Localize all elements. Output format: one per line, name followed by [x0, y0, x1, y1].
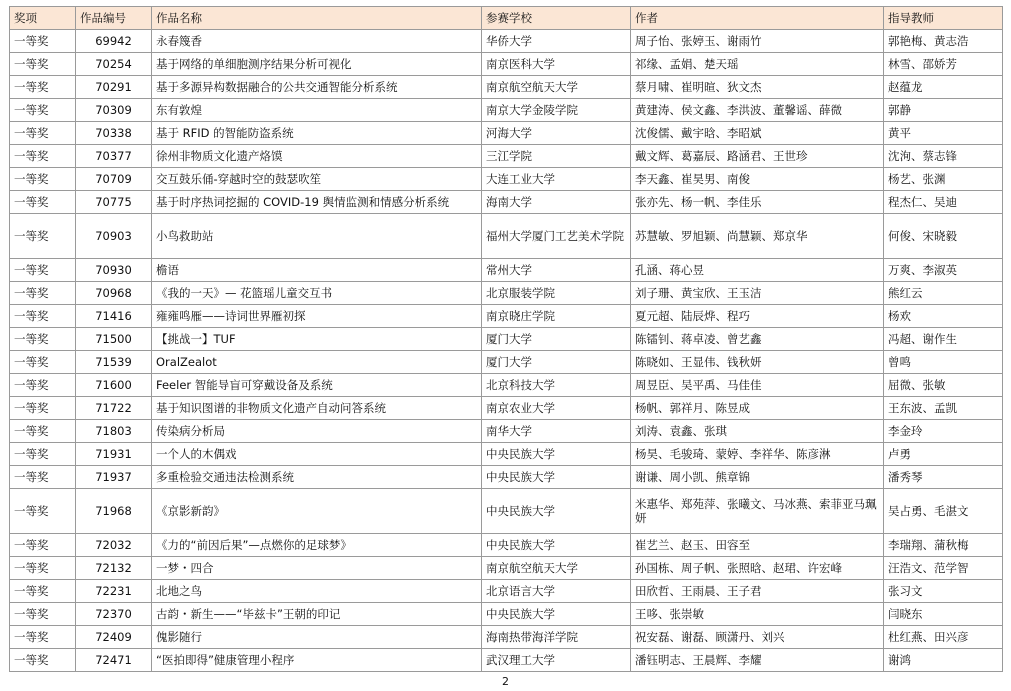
cell-prize: 一等奖: [10, 53, 76, 76]
table-row: [10, 397, 1003, 420]
cell-work-id: 70291: [76, 76, 152, 99]
cell-advisors: 郭艳梅、黄志浩: [884, 30, 1003, 53]
cell-work-title: 《京影新韵》: [152, 489, 482, 534]
cell-authors: 苏慧敏、罗旭颖、尚慧颖、郑京华: [631, 214, 884, 259]
cell-school: 南京航空航天大学: [482, 557, 631, 580]
cell-authors: 杨帆、郭祥月、陈昱成: [631, 397, 884, 420]
cell-work-id: 70930: [76, 259, 152, 282]
header-row: [10, 7, 1003, 30]
cell-school: 北京服装学院: [482, 282, 631, 305]
cell-authors: 陈镭钊、蒋卓凌、曾艺鑫: [631, 328, 884, 351]
cell-work-id: 70709: [76, 168, 152, 191]
cell-prize: 一等奖: [10, 374, 76, 397]
cell-school: 北京科技大学: [482, 374, 631, 397]
cell-prize: 一等奖: [10, 305, 76, 328]
cell-authors: 陈晓如、王显伟、钱秋妍: [631, 351, 884, 374]
cell-authors: 刘涛、袁鑫、张琪: [631, 420, 884, 443]
cell-work-title: 东有敦煌: [152, 99, 482, 122]
table-row: [10, 351, 1003, 374]
cell-work-title: 一个人的木偶戏: [152, 443, 482, 466]
cell-school: 中央民族大学: [482, 603, 631, 626]
cell-school: 常州大学: [482, 259, 631, 282]
cell-work-id: 70338: [76, 122, 152, 145]
cell-advisors: 沈洵、蔡志锋: [884, 145, 1003, 168]
cell-work-title: “医拍即得”健康管理小程序: [152, 649, 482, 672]
cell-school: 中央民族大学: [482, 443, 631, 466]
cell-prize: 一等奖: [10, 397, 76, 420]
cell-authors: 谢谦、周小凯、熊章锦: [631, 466, 884, 489]
cell-work-id: 71416: [76, 305, 152, 328]
cell-prize: 一等奖: [10, 76, 76, 99]
cell-work-id: 72132: [76, 557, 152, 580]
table-row: [10, 99, 1003, 122]
cell-school: 华侨大学: [482, 30, 631, 53]
cell-advisors: 杜红燕、田兴彦: [884, 626, 1003, 649]
cell-authors: 孔涵、蒋心昱: [631, 259, 884, 282]
header-work-title: 作品名称: [152, 7, 482, 30]
table-row: [10, 30, 1003, 53]
table-row: [10, 282, 1003, 305]
cell-prize: 一等奖: [10, 603, 76, 626]
cell-work-id: 70968: [76, 282, 152, 305]
cell-school: 南京农业大学: [482, 397, 631, 420]
cell-prize: 一等奖: [10, 282, 76, 305]
cell-prize: 一等奖: [10, 626, 76, 649]
cell-work-id: 72370: [76, 603, 152, 626]
cell-authors: 蔡月啸、崔明暄、狄文杰: [631, 76, 884, 99]
cell-advisors: 李瑞翔、蒲秋梅: [884, 534, 1003, 557]
cell-school: 中央民族大学: [482, 489, 631, 534]
cell-advisors: 郭静: [884, 99, 1003, 122]
header-prize: 奖项: [10, 7, 76, 30]
cell-work-title: 基于多源异构数据融合的公共交通智能分析系统: [152, 76, 482, 99]
cell-work-id: 71500: [76, 328, 152, 351]
table-row: [10, 214, 1003, 259]
cell-work-title: 永春篾香: [152, 30, 482, 53]
cell-advisors: 黄平: [884, 122, 1003, 145]
cell-work-title: 傀影随行: [152, 626, 482, 649]
cell-advisors: 汪浩文、范学智: [884, 557, 1003, 580]
cell-work-id: 69942: [76, 30, 152, 53]
cell-advisors: 卢勇: [884, 443, 1003, 466]
cell-work-id: 72409: [76, 626, 152, 649]
cell-advisors: 杨艺、张渊: [884, 168, 1003, 191]
cell-prize: 一等奖: [10, 443, 76, 466]
cell-school: 大连工业大学: [482, 168, 631, 191]
cell-prize: 一等奖: [10, 557, 76, 580]
cell-work-title: Feeler 智能导盲可穿戴设备及系统: [152, 374, 482, 397]
cell-work-id: 71722: [76, 397, 152, 420]
table-row: [10, 259, 1003, 282]
cell-authors: 祝安磊、谢磊、顾潇丹、刘兴: [631, 626, 884, 649]
cell-advisors: 王东波、孟凯: [884, 397, 1003, 420]
table-row: [10, 374, 1003, 397]
table-row: [10, 420, 1003, 443]
cell-prize: 一等奖: [10, 580, 76, 603]
cell-work-id: 72032: [76, 534, 152, 557]
cell-advisors: 闫晓东: [884, 603, 1003, 626]
cell-authors: 戴文辉、葛嘉辰、路涵君、王世珍: [631, 145, 884, 168]
cell-work-id: 70775: [76, 191, 152, 214]
page-number: 2: [502, 675, 509, 688]
cell-authors: 李天鑫、崔昊男、南俊: [631, 168, 884, 191]
cell-work-title: 古韵・新生——“毕兹卡”王朝的印记: [152, 603, 482, 626]
cell-work-id: 70309: [76, 99, 152, 122]
cell-prize: 一等奖: [10, 534, 76, 557]
cell-school: 南京航空航天大学: [482, 76, 631, 99]
cell-work-id: 71937: [76, 466, 152, 489]
cell-authors: 崔艺兰、赵玉、田容至: [631, 534, 884, 557]
cell-work-title: 基于时序热词挖掘的 COVID-19 舆情监测和情感分析系统: [152, 191, 482, 214]
table-row: [10, 168, 1003, 191]
table-row: [10, 145, 1003, 168]
cell-work-title: 传染病分析局: [152, 420, 482, 443]
table-row: [10, 53, 1003, 76]
cell-prize: 一等奖: [10, 489, 76, 534]
table-row: [10, 466, 1003, 489]
table-row: [10, 328, 1003, 351]
cell-work-id: 70377: [76, 145, 152, 168]
table-row: [10, 305, 1003, 328]
header-advisors: 指导教师: [884, 7, 1003, 30]
header-authors: 作者: [631, 7, 884, 30]
cell-authors: 沈俊儒、戴宇晗、李昭斌: [631, 122, 884, 145]
cell-work-title: 交互鼓乐俑-穿越时空的鼓瑟吹笙: [152, 168, 482, 191]
cell-school: 南京晓庄学院: [482, 305, 631, 328]
awards-table: [9, 6, 1003, 672]
cell-prize: 一等奖: [10, 649, 76, 672]
cell-authors: 张亦先、杨一帆、李佳乐: [631, 191, 884, 214]
cell-authors: 田欣哲、王雨晨、王子君: [631, 580, 884, 603]
cell-advisors: 万爽、李淑英: [884, 259, 1003, 282]
cell-authors: 黄建涛、侯文鑫、李洪波、董馨谣、薛微: [631, 99, 884, 122]
cell-work-id: 71931: [76, 443, 152, 466]
cell-work-title: 基于知识图谱的非物质文化遗产自动问答系统: [152, 397, 482, 420]
cell-authors: 祁缘、孟娟、楚天瑶: [631, 53, 884, 76]
cell-work-title: 雍雍鸣雁——诗词世界雁初探: [152, 305, 482, 328]
cell-advisors: 吴占勇、毛湛文: [884, 489, 1003, 534]
cell-work-id: 71539: [76, 351, 152, 374]
cell-work-title: 檐语: [152, 259, 482, 282]
cell-work-id: 72471: [76, 649, 152, 672]
cell-work-title: 基于 RFID 的智能防盗系统: [152, 122, 482, 145]
table-row: [10, 649, 1003, 672]
cell-work-title: OralZealot: [152, 351, 482, 374]
table-row: [10, 122, 1003, 145]
header-work-id: 作品编号: [76, 7, 152, 30]
cell-advisors: 杨欢: [884, 305, 1003, 328]
cell-prize: 一等奖: [10, 214, 76, 259]
cell-school: 武汉理工大学: [482, 649, 631, 672]
table-row: [10, 534, 1003, 557]
cell-advisors: 何俊、宋晓毅: [884, 214, 1003, 259]
table-row: [10, 76, 1003, 99]
cell-advisors: 曾鸣: [884, 351, 1003, 374]
cell-work-title: 《力的“前因后果”—点燃你的足球梦》: [152, 534, 482, 557]
cell-prize: 一等奖: [10, 420, 76, 443]
cell-school: 厦门大学: [482, 351, 631, 374]
cell-school: 河海大学: [482, 122, 631, 145]
cell-authors: 周子怡、张婷玉、谢雨竹: [631, 30, 884, 53]
cell-prize: 一等奖: [10, 328, 76, 351]
cell-advisors: 熊红云: [884, 282, 1003, 305]
cell-school: 北京语言大学: [482, 580, 631, 603]
cell-advisors: 赵蕴龙: [884, 76, 1003, 99]
cell-advisors: 张习文: [884, 580, 1003, 603]
cell-prize: 一等奖: [10, 30, 76, 53]
cell-work-id: 71968: [76, 489, 152, 534]
cell-school: 南京大学金陵学院: [482, 99, 631, 122]
cell-school: 三江学院: [482, 145, 631, 168]
cell-school: 中央民族大学: [482, 466, 631, 489]
cell-authors: 杨昊、毛骏琦、蒙婷、李祥华、陈彦淋: [631, 443, 884, 466]
cell-work-title: 徐州非物质文化遗产烙馍: [152, 145, 482, 168]
cell-advisors: 冯超、谢作生: [884, 328, 1003, 351]
cell-prize: 一等奖: [10, 122, 76, 145]
cell-advisors: 谢鸿: [884, 649, 1003, 672]
cell-work-id: 70254: [76, 53, 152, 76]
cell-work-id: 72231: [76, 580, 152, 603]
table-row: [10, 603, 1003, 626]
cell-prize: 一等奖: [10, 466, 76, 489]
table-row: [10, 626, 1003, 649]
cell-prize: 一等奖: [10, 145, 76, 168]
cell-school: 海南大学: [482, 191, 631, 214]
cell-school: 南华大学: [482, 420, 631, 443]
cell-work-id: 71803: [76, 420, 152, 443]
cell-school: 南京医科大学: [482, 53, 631, 76]
cell-authors: 王哆、张崇敏: [631, 603, 884, 626]
cell-work-title: 北地之鸟: [152, 580, 482, 603]
cell-authors: 刘子珊、黄宝欣、王玉洁: [631, 282, 884, 305]
cell-work-title: 多重检验交通违法检测系统: [152, 466, 482, 489]
cell-prize: 一等奖: [10, 168, 76, 191]
cell-prize: 一等奖: [10, 351, 76, 374]
cell-school: 海南热带海洋学院: [482, 626, 631, 649]
cell-authors: 夏元超、陆辰烨、程巧: [631, 305, 884, 328]
cell-authors: 米惠华、郑苑萍、张曦文、马冰燕、索菲亚马珮妍: [631, 489, 884, 534]
cell-work-id: 70903: [76, 214, 152, 259]
cell-work-title: 《我的一天》— 花篮瑶儿童交互书: [152, 282, 482, 305]
cell-authors: 孙国栋、周子帆、张照晗、赵珺、许宏峰: [631, 557, 884, 580]
cell-work-title: 【挑战一】TUF: [152, 328, 482, 351]
cell-advisors: 李金玲: [884, 420, 1003, 443]
table-row: [10, 443, 1003, 466]
cell-prize: 一等奖: [10, 191, 76, 214]
table-row: [10, 580, 1003, 603]
cell-authors: 潘钰明志、王晨辉、李耀: [631, 649, 884, 672]
cell-work-title: 一梦・四合: [152, 557, 482, 580]
cell-work-title: 小鸟救助站: [152, 214, 482, 259]
cell-advisors: 林雪、邵娇芳: [884, 53, 1003, 76]
table-row: [10, 557, 1003, 580]
cell-prize: 一等奖: [10, 259, 76, 282]
table-row: [10, 489, 1003, 534]
header-school: 参赛学校: [482, 7, 631, 30]
cell-work-id: 71600: [76, 374, 152, 397]
cell-advisors: 潘秀琴: [884, 466, 1003, 489]
cell-school: 福州大学厦门工艺美术学院: [482, 214, 631, 259]
cell-school: 厦门大学: [482, 328, 631, 351]
cell-advisors: 程杰仁、吴迪: [884, 191, 1003, 214]
cell-school: 中央民族大学: [482, 534, 631, 557]
table-row: [10, 191, 1003, 214]
cell-prize: 一等奖: [10, 99, 76, 122]
cell-advisors: 屈微、张敏: [884, 374, 1003, 397]
table-body: [10, 30, 1003, 672]
cell-authors: 周昱臣、吴平禹、马佳佳: [631, 374, 884, 397]
cell-work-title: 基于网络的单细胞测序结果分析可视化: [152, 53, 482, 76]
